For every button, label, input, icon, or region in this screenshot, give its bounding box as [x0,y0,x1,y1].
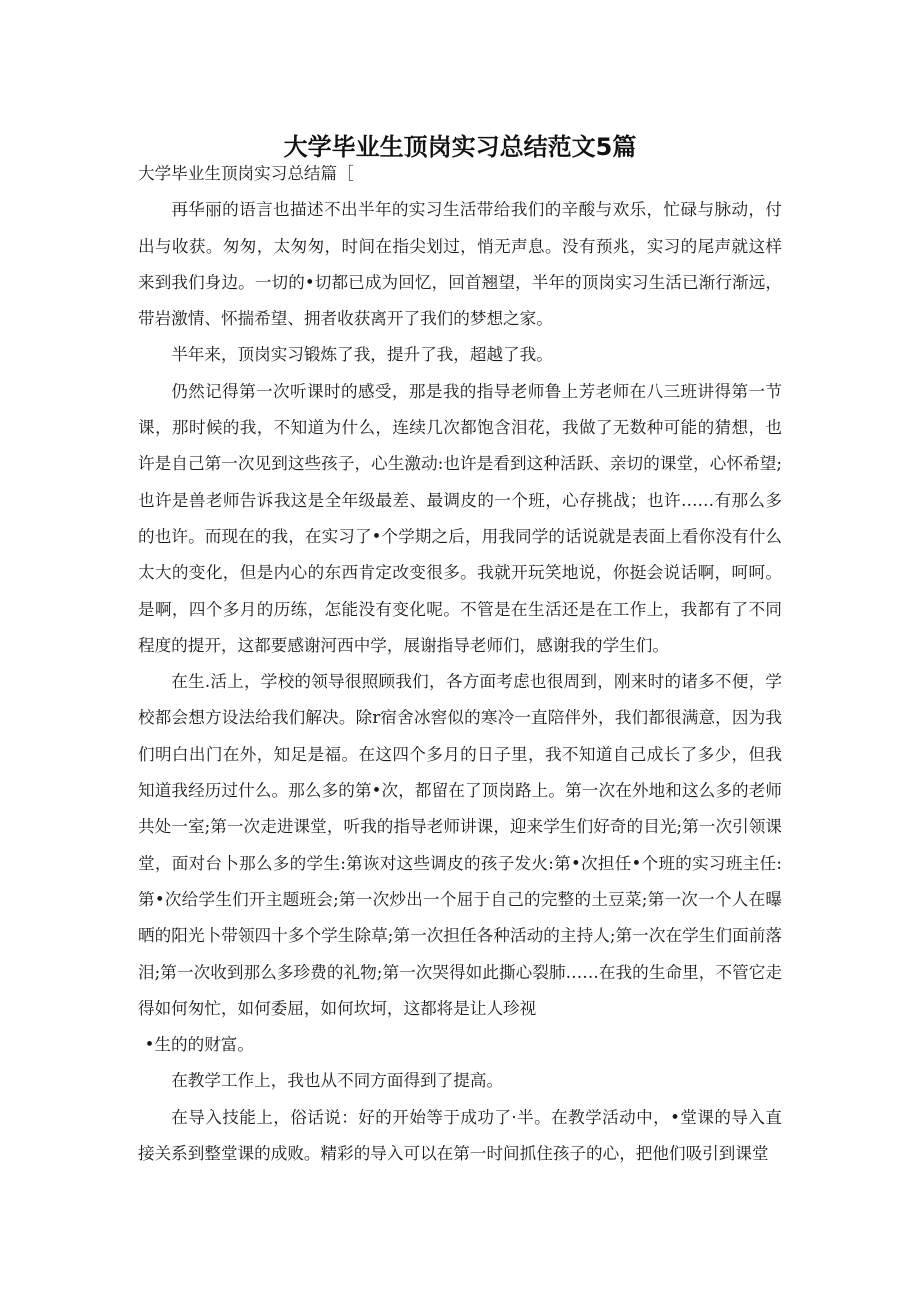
paragraph: 半年来，顶岗实习锻炼了我，提升了我，超越了我。 [171,345,553,365]
document-title: 大学毕业生顶岗实习总结范文5篇 [283,133,637,162]
paragraph: 在导入技能上，俗话说：好的开始等于成功了·半。在教学活动中，•堂课的导入直接关系到整堂课的成败。精彩的导入可以在第一时间抓住孩子的心，把他们吸引到课堂 [138,1107,782,1164]
section-heading: 大学毕业生顶岗实习总结篇［ [138,164,354,183]
document-body [138,156,782,1172]
paragraph: 再华丽的语言也描述不出半年的实习生活带给我们的辛酸与欢乐，忙碌与脉动，付出与收获。匆匆，太匆匆，时间在指尖划过，悄无声息。没有预兆，实习的尾声就这样来到我们身边。一切的•切都已成为回忆，回首翘望，半年的顶岗实习生活已渐行渐远，带岩激情、怀揣希望、拥者收获离开了我们的梦想之家。 [138,200,782,329]
paragraph: 在教学工作上，我也从不同方面得到了提高。 [171,1071,504,1091]
paragraph: 仍然记得第一次听课时的感受，那是我的指导老师鲁上芳老师在八三班讲得第一节课，那时候的我，不知道为什么，连续几次都饱含泪花，我做了无数种可能的猜想，也许是自己第一次见到这些孩子，心生激动:也许是看到这种活跃、亲切的课堂，心怀希望;也许是兽老师告诉我这是全年级最差、最调皮的一个班，心存挑战；也许……有那么多的也许。而现在的我，在实习了•个学期之后，用我同学的话说就是表面上看你没有什么太大的变化，但是内心的东西肯定改变很多。我就开玩笑地说，你挺会说话啊，呵呵。是啊，四个多月的历练，怎能没有变化呢。不管是在生活还是在工作上，我都有了不同程度的提开，这都要感谢河西中学，展谢指导老师们，感谢我的学生们。 [138,381,782,655]
paragraph-continuation: •生的的财富。 [144,1035,254,1055]
paragraph: 在生.活上，学校的领导很照顾我们，各方面考虑也很周到，刚来时的诸多不便，学校都会想方设法给我们解决。除r宿舍冰窖似的寒冷一直陪伴外，我们都很满意，因为我们明白出门在外，知足是福。在这四个多月的日子里，我不知道自己成长了多少，但我知道我经历过什么。那么多的第•次，都留在了顶岗路上。第一次在外地和这么多的老师共处一室;第一次走进课堂，听我的指导老师讲课，迎来学生们好奇的目光;第一次引领课堂，面对台卜那么多的学生:第诙对这些调皮的孩子发火:第•次担任•个班的实习班主任:第•次给学生们开主题班会;第一次炒出一个屈于自己的完整的土豆菜;第一次一个人在曝晒的阳光卜带领四十多个学生除草;第一次担任各种活动的主持人;第一次在学生们面前落泪;第一次收到那么多珍费的礼物;第一次哭得如此撕心裂肺……在我的生命里，不管它走得如何匆忙，如何委屈，如何坎坷，这都将是让人珍视 [138,672,782,1018]
